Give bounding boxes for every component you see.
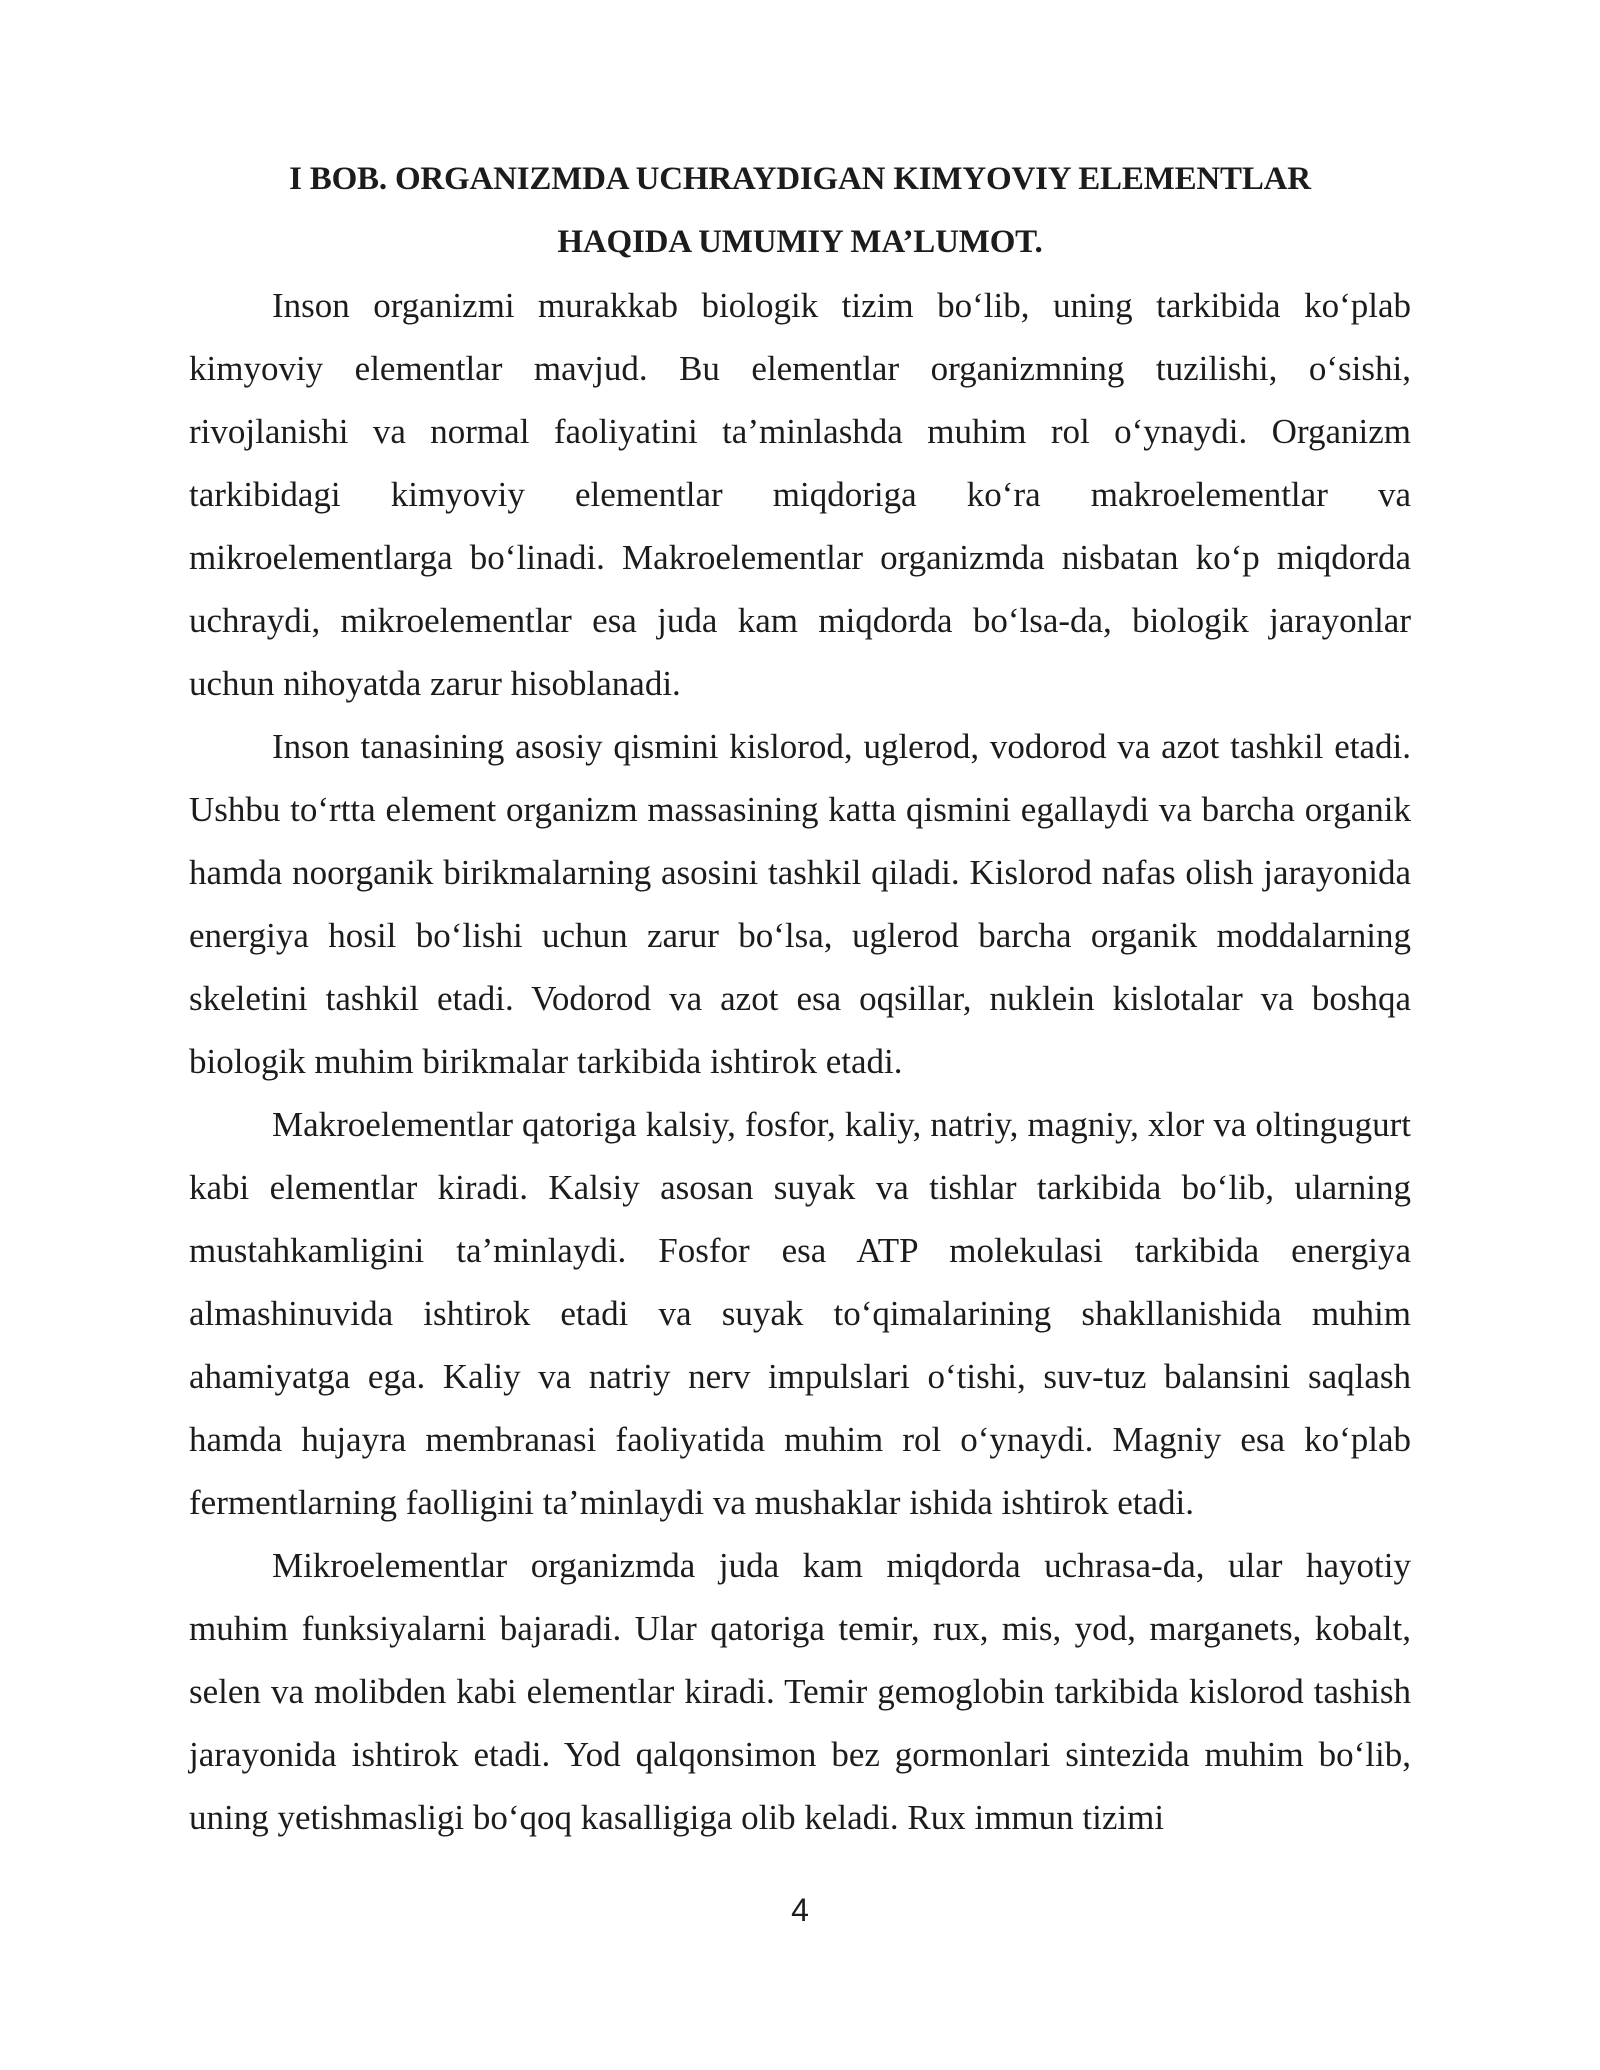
- paragraph-3: Makroelementlar qatoriga kalsiy, fosfor, kaliy, natriy, magniy, xlor va oltingugurt kabi elementlar kiradi. Kalsiy asosan suyak va tishlar tarkibida bo‘lib, ularning mustahkamligini ta’minlaydi. Fosfor esa ATP molekulasi tarkibida energiya almashinuvida ishtirok etadi va suyak to‘qimalarining shakllanishida muhim ahamiyatga ega. Kaliy va natriy nerv impulslari o‘tishi, suv-tuz balansini saqlash hamda hujayra membranasi faoliyatida muhim rol o‘ynaydi. Magniy esa ko‘plab fermentlarning faolligini ta’minlaydi va mushaklar ishida ishtirok etadi.: [189, 1105, 1411, 1522]
- chapter-heading-line-1: I BOB. ORGANIZMDA UCHRAYDIGAN KIMYOVIY ELEMENTLAR: [289, 161, 1311, 197]
- paragraph-1: Inson organizmi murakkab biologik tizim bo‘lib, uning tarkibida ko‘plab kimyoviy elementlar mavjud. Bu elementlar organizmning tuzilishi, o‘sishi, rivojlanishi va normal faoliyatini ta’minlashda muhim rol o‘ynaydi. Organizm tarkibidagi kimyoviy elementlar miqdoriga ko‘ra makroelementlar va mikroelementlarga bo‘linadi. Makroelementlar organizmda nisbatan ko‘p miqdorda uchraydi, mikroelementlar esa juda kam miqdorda bo‘lsa-da, biologik jarayonlar uchun nihoyatda zarur hisoblanadi.: [189, 286, 1411, 703]
- chapter-heading-line-2: HAQIDA UMUMIY MA’LUMOT.: [557, 224, 1043, 260]
- paragraph-2: Inson tanasining asosiy qismini kislorod, uglerod, vodorod va azot tashkil etadi. Ushbu to‘rtta element organizm massasining katta qismini egallaydi va barcha organik hamda noorganik birikmalarning asosini tashkil qiladi. Kislorod nafas olish jarayonida energiya hosil bo‘lishi uchun zarur bo‘lsa, uglerod barcha organik moddalarning skeletini tashkil etadi. Vodorod va azot esa oqsillar, nuklein kislotalar va boshqa biologik muhim birikmalar tarkibida ishtirok etadi.: [189, 727, 1411, 1081]
- paragraph-4: Mikroelementlar organizmda juda kam miqdorda uchrasa-da, ular hayotiy muhim funksiyalarni bajaradi. Ular qatoriga temir, rux, mis, yod, marganets, kobalt, selen va molibden kabi elementlar kiradi. Temir gemoglobin tarkibida kislorod tashish jarayonida ishtirok etadi. Yod qalqonsimon bez gormonlari sintezida muhim bo‘lib, uning yetishmasligi bo‘qoq kasalligiga olib keladi. Rux immun tizimi: [189, 1546, 1411, 1837]
- page-content: [189, 148, 1411, 1849]
- page-number: 4: [791, 1892, 809, 1928]
